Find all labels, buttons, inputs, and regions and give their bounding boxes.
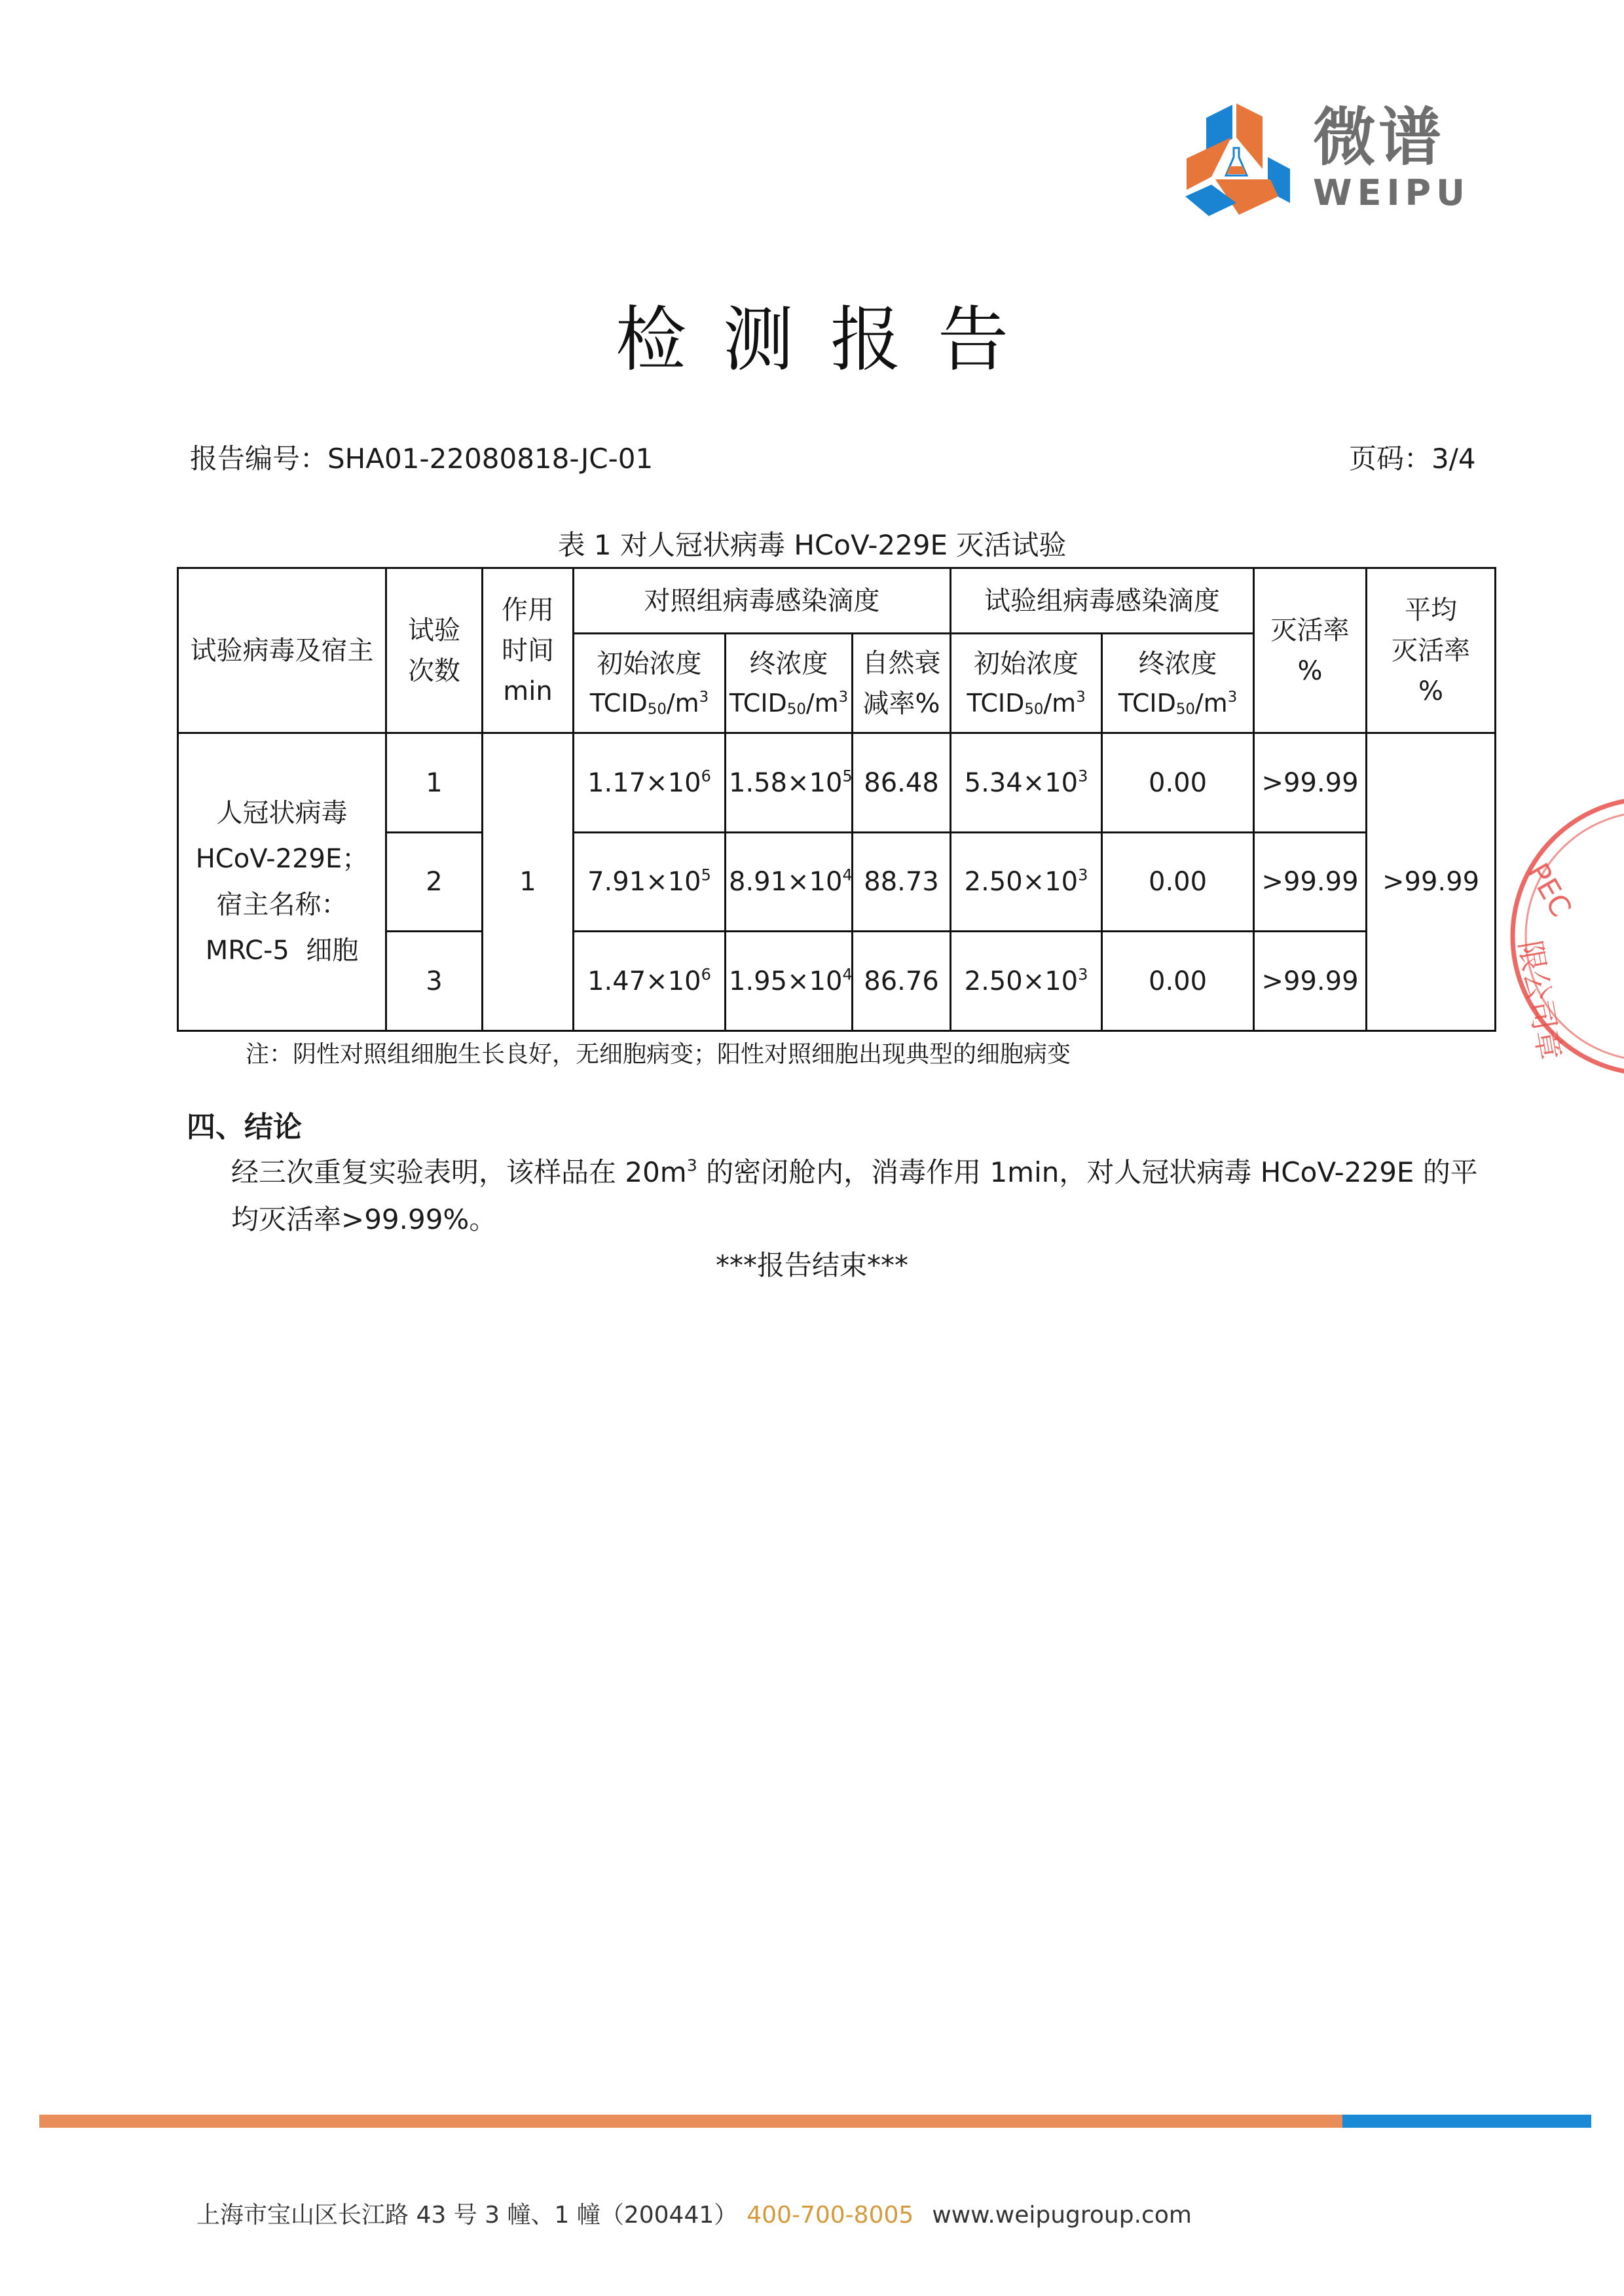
cell-virus-host: 人冠状病毒 HCoV-229E； 宿主名称： MRC-5 细胞 <box>178 733 386 1031</box>
cell-kill-rate: >99.99 <box>1254 932 1367 1031</box>
cell-time: 1 <box>483 733 574 1031</box>
header-kill-rate: 灭活率 % <box>1254 568 1367 733</box>
cell-kill-rate: >99.99 <box>1254 833 1367 932</box>
header-test-final: 终浓度 $TCID_{50}/m^3$ <box>1102 634 1254 733</box>
conclusion-heading: 四、结论 <box>187 1110 302 1144</box>
report-number <box>190 445 653 473</box>
cell-kill-rate: >99.99 <box>1254 733 1367 833</box>
unit-label: $TCID_{50}/m^3$ <box>967 689 1086 718</box>
logo-chinese-text: 微谱 <box>1313 101 1444 174</box>
footer-address: 上海市宝山区长江路 43 号 3 幢、1 幢（200441） <box>196 2202 738 2229</box>
header-control-group: 对照组病毒感染滴度 <box>574 568 951 634</box>
cell-trial: 2 <box>386 833 483 932</box>
cell-ctrl-final: $1.58\times 10^5$ <box>726 733 853 833</box>
cell-ctrl-final: $1.95\times 10^4$ <box>726 932 853 1031</box>
company-seal-stamp-icon <box>1500 773 1624 1100</box>
footer-website[interactable]: www.weipugroup.com <box>932 2202 1192 2229</box>
page-number <box>1349 445 1476 473</box>
footer-contact <box>196 2196 1192 2230</box>
header-ctrl-final: 终浓度 $TCID_{50}/m^3$ <box>726 634 853 733</box>
header-row-1 <box>178 568 1496 634</box>
weipu-logo-icon <box>1179 98 1297 216</box>
report-end-mark: ***报告结束*** <box>715 1249 908 1281</box>
table-caption: 表 1 对人冠状病毒 HCoV-229E 灭活试验 <box>557 529 1067 561</box>
cell-ctrl-initial: $7.91\times 10^5$ <box>574 833 726 932</box>
header-trial-no: 试验 次数 <box>386 568 483 733</box>
unit-label: $TCID_{50}/m^3$ <box>589 689 709 718</box>
cell-avg-kill-rate: >99.99 <box>1367 733 1496 1031</box>
logo-english-text: WEIPU <box>1313 172 1470 213</box>
svg-text:限公司章: 限公司章 <box>1512 938 1568 1063</box>
header-natural-decay: 自然衰 减率% <box>853 634 951 733</box>
report-number-label: 报告编号： <box>190 443 328 475</box>
unit-label: $TCID_{50}/m^3$ <box>729 689 849 718</box>
header-virus-host: 试验病毒及宿主 <box>178 568 386 733</box>
footer-color-bar <box>39 2115 1591 2128</box>
footer-bar-orange <box>39 2115 1342 2128</box>
conclusion-text: 经三次重复实验表明，该样品在 $20m^3$ 的密闭舱内，消毒作用 1min，对人冠状病毒 HCoV-229E 的平均灭活率>99.99%。 <box>231 1156 1478 1235</box>
footer-bar-blue <box>1342 2115 1591 2128</box>
header-test-group: 试验组病毒感染滴度 <box>951 568 1254 634</box>
cell-test-initial: $5.34\times 10^3$ <box>951 733 1102 833</box>
cell-test-final: 0.00 <box>1102 932 1254 1031</box>
cell-decay: 86.76 <box>853 932 951 1031</box>
header-time: 作用 时间 min <box>483 568 574 733</box>
cell-test-initial: $2.50\times 10^3$ <box>951 932 1102 1031</box>
table-row <box>178 733 1496 833</box>
table-note: 注：阴性对照组细胞生长良好，无细胞病变；阳性对照细胞出现典型的细胞病变 <box>246 1041 1071 1068</box>
unit-label: $TCID_{50}/m^3$ <box>1118 689 1238 718</box>
svg-text:PEC: PEC <box>1521 858 1578 923</box>
cell-ctrl-final: $8.91\times 10^4$ <box>726 833 853 932</box>
cell-trial: 1 <box>386 733 483 833</box>
cell-trial: 3 <box>386 932 483 1031</box>
document-title: 检测报告 <box>615 299 1045 381</box>
cell-ctrl-initial: $1.47\times 10^6$ <box>574 932 726 1031</box>
company-logo <box>1179 98 1493 216</box>
cell-decay: 88.73 <box>853 833 951 932</box>
report-number-value: SHA01-22080818-JC-01 <box>327 443 654 475</box>
page-number-label: 页码： <box>1349 443 1432 475</box>
inactivation-results-table <box>177 567 1496 1032</box>
cell-test-final: 0.00 <box>1102 733 1254 833</box>
header-test-initial: 初始浓度 $TCID_{50}/m^3$ <box>951 634 1102 733</box>
header-ctrl-initial: 初始浓度 $TCID_{50}/m^3$ <box>574 634 726 733</box>
footer-phone: 400-700-8005 <box>747 2202 914 2229</box>
cell-decay: 86.48 <box>853 733 951 833</box>
header-avg-kill-rate: 平均 灭活率 % <box>1367 568 1496 733</box>
cell-ctrl-initial: $1.17\times 10^6$ <box>574 733 726 833</box>
page-number-value: 3/4 <box>1431 443 1476 475</box>
cell-test-initial: $2.50\times 10^3$ <box>951 833 1102 932</box>
cell-test-final: 0.00 <box>1102 833 1254 932</box>
